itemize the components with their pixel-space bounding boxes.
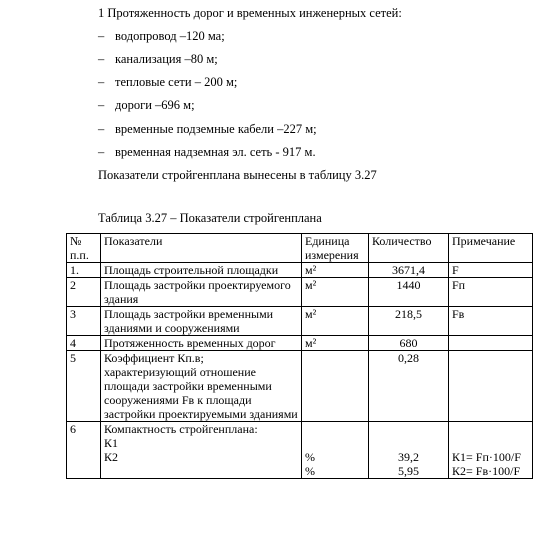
cell-indicator: Коэффициент Кп.в; характеризующий отношение площади застройки временными сооружениями Fв к площади застройки проектируемыми зданиями <box>101 351 302 422</box>
header-unit: Единица измерения <box>302 234 369 263</box>
cell-num: 1. <box>67 263 101 278</box>
cell-qty: 218,5 <box>369 307 449 336</box>
cell-indicator: Площадь строительной площадки <box>101 263 302 278</box>
cell-qty: 1440 <box>369 278 449 307</box>
cell-indicator <box>101 422 302 479</box>
table-row <box>67 263 533 278</box>
cell-qty: 680 <box>369 336 449 351</box>
header-indicator: Показатели <box>101 234 302 263</box>
cell-note: Fп <box>449 278 533 307</box>
cell-num: 2 <box>67 278 101 307</box>
cell-unit: м² <box>302 336 369 351</box>
table-row <box>67 422 533 479</box>
bullet-marker: – <box>98 122 105 136</box>
cell-num: 4 <box>67 336 101 351</box>
cell-unit <box>302 351 369 422</box>
cell-note-1: К1= Fп·100/F <box>452 450 521 464</box>
bullet-marker: – <box>98 98 105 112</box>
bullet-marker: – <box>98 29 105 43</box>
cell-indicator: Протяженность временных дорог <box>101 336 302 351</box>
bullet-marker: – <box>98 145 105 159</box>
table-row <box>67 278 533 307</box>
list-item-text: канализация –80 м; <box>115 52 218 66</box>
cell-indicator-k1: К1 <box>104 436 119 450</box>
table-row <box>67 351 533 422</box>
cell-note-2: К2= Fв·100/F <box>452 464 521 478</box>
summary-text: Показатели стройгенплана вынесены в таблицу 3.27 <box>98 168 377 182</box>
table-row <box>67 336 533 351</box>
cell-qty: 3671,4 <box>369 263 449 278</box>
list-item-text: дороги –696 м; <box>115 98 195 112</box>
cell-unit <box>302 422 369 479</box>
header-note: Примечание <box>449 234 533 263</box>
cell-num: 5 <box>67 351 101 422</box>
cell-num: 3 <box>67 307 101 336</box>
cell-unit-2: % <box>305 464 315 478</box>
cell-note: Fв <box>449 307 533 336</box>
indicators-table <box>66 233 533 479</box>
list-item-text: временные подземные кабели –227 м; <box>115 122 317 136</box>
cell-indicator-title: Компактность стройгенплана: <box>104 422 258 436</box>
cell-unit-1: % <box>305 450 315 464</box>
bullet-marker: – <box>98 75 105 89</box>
cell-indicator-k2: К2 <box>104 450 119 464</box>
cell-qty: 0,28 <box>369 351 449 422</box>
cell-unit: м² <box>302 278 369 307</box>
cell-unit: м² <box>302 263 369 278</box>
bullet-marker: – <box>98 52 105 66</box>
cell-note: F <box>449 263 533 278</box>
cell-indicator: Площадь застройки проектируемого здания <box>101 278 302 307</box>
list-item-text: временная надземная эл. сеть - 917 м. <box>115 145 316 159</box>
cell-unit: м² <box>302 307 369 336</box>
list-item-text: водопровод –120 ма; <box>115 29 225 43</box>
header-qty: Количество <box>369 234 449 263</box>
cell-indicator: Площадь застройки временными зданиями и сооружениями <box>101 307 302 336</box>
list-item-text: тепловые сети – 200 м; <box>115 75 238 89</box>
cell-qty <box>369 422 449 479</box>
heading: 1 Протяженность дорог и временных инженерных сетей: <box>98 6 402 20</box>
cell-num: 6 <box>67 422 101 479</box>
table-row <box>67 307 533 336</box>
cell-note <box>449 336 533 351</box>
header-num: № п.п. <box>67 234 101 263</box>
table-header-row <box>67 234 533 263</box>
cell-qty-1: 39,2 <box>398 450 419 464</box>
cell-note <box>449 422 533 479</box>
cell-note <box>449 351 533 422</box>
table-caption: Таблица 3.27 – Показатели стройгенплана <box>98 211 322 225</box>
cell-qty-2: 5,95 <box>398 464 419 478</box>
